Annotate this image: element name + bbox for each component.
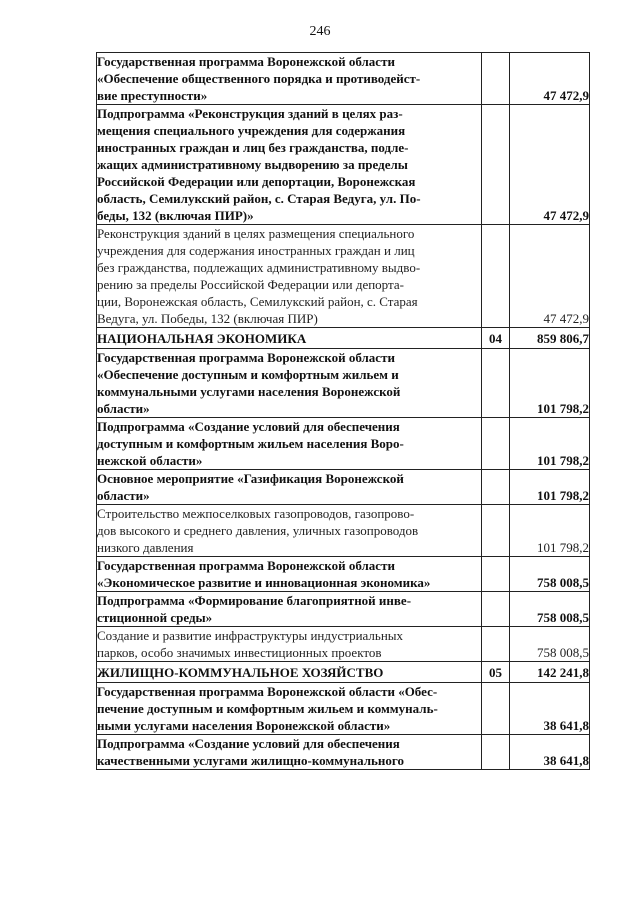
row-name-line: мещения специального учреждения для содержания (97, 123, 406, 138)
row-name-cell (97, 418, 482, 470)
row-name-line: Ведуга, ул. Победы, 132 (включая ПИР) (97, 311, 318, 326)
amount-cell: 758 008,5 (510, 627, 590, 662)
row-name-cell (97, 627, 482, 662)
row-name-line: НАЦИОНАЛЬНАЯ ЭКОНОМИКА (97, 330, 307, 346)
row-name-line: Строительство межпоселковых газопроводов, газопрово- (97, 506, 415, 521)
section-code-cell: 04 (482, 328, 510, 349)
row-name-line: Государственная программа Воронежской области (97, 350, 395, 365)
table-row (97, 505, 590, 557)
section-code-cell (482, 418, 510, 470)
row-name-line: «Обеспечение доступным и комфортным жильем и (97, 367, 399, 382)
amount-cell: 142 241,8 (510, 662, 590, 683)
row-name-line: ными услугами населения Воронежской области» (97, 718, 391, 733)
row-name-cell (97, 349, 482, 418)
row-name-cell (97, 225, 482, 328)
section-code-cell (482, 470, 510, 505)
row-name-line: Подпрограмма «Создание условий для обеспечения (97, 419, 400, 434)
row-name-cell (97, 328, 482, 349)
section-code-cell (482, 592, 510, 627)
row-name-line: нежской области» (97, 453, 203, 468)
amount-cell: 47 472,9 (510, 225, 590, 328)
row-name-line: вие преступности» (97, 88, 208, 103)
table-row (97, 349, 590, 418)
table-row (97, 225, 590, 328)
amount-cell: 101 798,2 (510, 505, 590, 557)
table-row (97, 627, 590, 662)
table-row (97, 53, 590, 105)
table-row (97, 557, 590, 592)
row-name-line: доступным и комфортным жильем населения Воро- (97, 436, 404, 451)
row-name-line: печение доступным и комфортным жильем и коммуналь- (97, 701, 438, 716)
row-name-cell (97, 505, 482, 557)
section-code-cell (482, 627, 510, 662)
row-name-cell (97, 662, 482, 683)
section-code-cell (482, 505, 510, 557)
row-name-cell (97, 53, 482, 105)
table-row (97, 418, 590, 470)
row-name-line: без гражданства, подлежащих административному выдво- (97, 260, 421, 275)
row-name-line: области» (97, 401, 150, 416)
row-name-line: «Экономическое развитие и инновационная экономика» (97, 575, 431, 590)
row-name-line: беды, 132 (включая ПИР)» (97, 208, 254, 223)
amount-cell: 101 798,2 (510, 418, 590, 470)
row-name-line: Государственная программа Воронежской области (97, 54, 395, 69)
row-name-line: Основное мероприятие «Газификация Воронежской (97, 471, 404, 486)
table-row (97, 470, 590, 505)
row-name-line: области» (97, 488, 150, 503)
row-name-line: ции, Воронежская область, Семилукский район, с. Старая (97, 294, 418, 309)
row-name-line: рению за пределы Российской Федерации или депорта- (97, 277, 404, 292)
section-code-cell (482, 225, 510, 328)
table-row (97, 735, 590, 770)
section-row (97, 328, 590, 349)
section-code-cell (482, 557, 510, 592)
amount-cell: 758 008,5 (510, 557, 590, 592)
section-code-cell: 05 (482, 662, 510, 683)
row-name-line: парков, особо значимых инвестиционных проектов (97, 645, 382, 660)
row-name-line: коммунальными услугами населения Воронежской (97, 384, 401, 399)
row-name-line: качественными услугами жилищно-коммунального (97, 753, 404, 768)
amount-cell: 38 641,8 (510, 683, 590, 735)
row-name-line: Российской Федерации или депортации, Воронежская (97, 174, 416, 189)
row-name-line: низкого давления (97, 540, 194, 555)
amount-cell: 758 008,5 (510, 592, 590, 627)
row-name-cell (97, 592, 482, 627)
row-name-line: область, Семилукский район, с. Старая Ведуга, ул. По- (97, 191, 421, 206)
amount-cell: 47 472,9 (510, 105, 590, 225)
section-code-cell (482, 735, 510, 770)
amount-cell: 101 798,2 (510, 470, 590, 505)
amount-cell: 47 472,9 (510, 53, 590, 105)
row-name-line: Подпрограмма «Создание условий для обеспечения (97, 736, 400, 751)
row-name-line: Государственная программа Воронежской области «Обес- (97, 684, 438, 699)
row-name-line: ЖИЛИЩНО-КОММУНАЛЬНОЕ ХОЗЯЙСТВО (97, 664, 384, 680)
budget-table (96, 52, 590, 770)
section-code-cell (482, 105, 510, 225)
amount-cell: 38 641,8 (510, 735, 590, 770)
section-code-cell (482, 53, 510, 105)
table-row (97, 105, 590, 225)
row-name-cell (97, 683, 482, 735)
row-name-line: Создание и развитие инфраструктуры индустриальных (97, 628, 404, 643)
budget-table-body (97, 53, 590, 770)
row-name-line: иностранных граждан и лиц без гражданства, подле- (97, 140, 409, 155)
page-number: 246 (309, 24, 331, 39)
table-row (97, 683, 590, 735)
row-name-cell (97, 557, 482, 592)
amount-cell: 101 798,2 (510, 349, 590, 418)
section-code-cell (482, 683, 510, 735)
row-name-line: Подпрограмма «Формирование благоприятной инве- (97, 593, 412, 608)
row-name-line: Подпрограмма «Реконструкция зданий в целях раз- (97, 106, 403, 121)
row-name-cell (97, 470, 482, 505)
section-row (97, 662, 590, 683)
row-name-line: учреждения для содержания иностранных граждан и лиц (97, 243, 415, 258)
row-name-line: Реконструкция зданий в целях размещения специального (97, 226, 415, 241)
section-code-cell (482, 349, 510, 418)
amount-cell: 859 806,7 (510, 328, 590, 349)
row-name-line: жащих административному выдворению за пределы (97, 157, 408, 172)
row-name-line: «Обеспечение общественного порядка и противодейст- (97, 71, 421, 86)
row-name-line: стиционной среды» (97, 610, 213, 625)
table-row (97, 592, 590, 627)
row-name-line: Государственная программа Воронежской области (97, 558, 395, 573)
row-name-cell (97, 105, 482, 225)
row-name-cell (97, 735, 482, 770)
row-name-line: дов высокого и среднего давления, уличных газопроводов (97, 523, 419, 538)
